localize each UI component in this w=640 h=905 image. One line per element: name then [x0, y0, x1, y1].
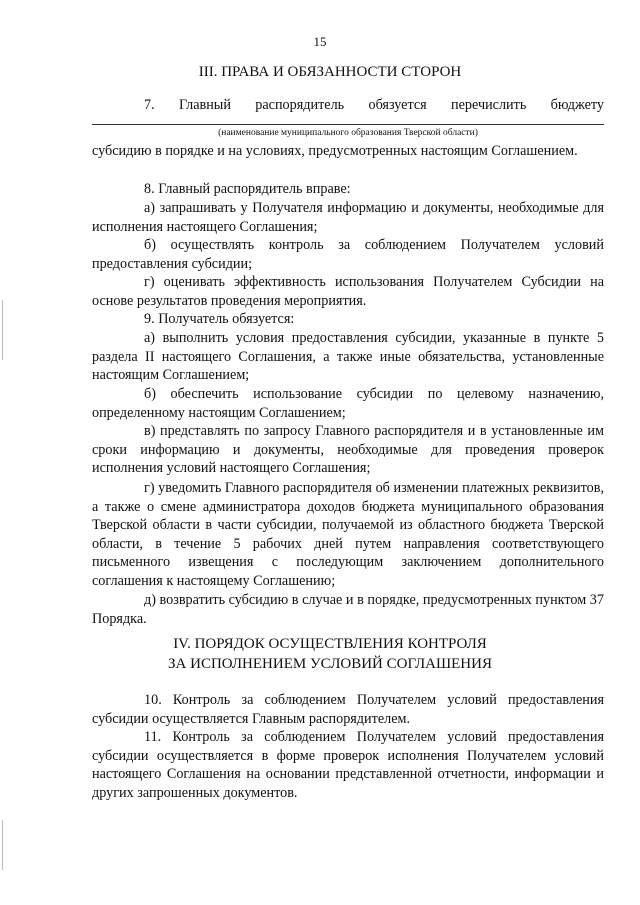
p7-word: Главный	[178, 97, 231, 113]
paragraph-9d: г) уведомить Главного распорядителя об изменении платежных реквизитов, а также о смене администратора доходов бюджета муниципального образования Тверской области в части субсидии, получаемой из областного бюджета Тверской области, в течение 5 рабочих дней путем направления соответствующего письменного извещения с последующим заключением дополнительного соглашения к настоящему Соглашению;	[92, 480, 604, 589]
paragraph-9a: а) выполнить условия предоставления субсидии, указанные в пункте 5 раздела II настоящего Соглашения, а также иные обязательства, установленные настоящим Соглашением;	[92, 330, 604, 384]
municipality-blank-line	[92, 124, 604, 125]
paragraph-8b: б) осуществлять контроль за соблюдением Получателем условий предоставления субсидии;	[92, 237, 604, 272]
paragraph-9: 9. Получатель обязуется:	[144, 311, 295, 327]
paragraph-10: 10. Контроль за соблюдением Получателем условий предоставления субсидии осуществляется Главным распорядителем.	[92, 692, 604, 727]
p7-word: обязуется	[368, 97, 427, 113]
scan-margin-mark	[2, 820, 3, 870]
paragraph-8c: г) оценивать эффективность использования Получателем Субсидии на основе результатов проведения мероприятия.	[92, 274, 604, 309]
paragraph-11: 11. Контроль за соблюдением Получателем условий предоставления субсидии осуществляется в форме проверок исполнения Получателем условий настоящего Соглашения на основании представленной отчетности, информации и других запрошенных документов.	[92, 729, 604, 801]
p7-word: распорядитель	[255, 97, 345, 113]
paragraph-7-continuation: субсидию в порядке и на условиях, предусмотренных настоящим Соглашением.	[92, 143, 578, 159]
p7-word: бюджету	[550, 97, 604, 113]
paragraph-9c: в) представлять по запросу Главного распорядителя и в установленные им сроки информацию и документы, необходимые для проведения проверок исполнения условий настоящего Соглашения;	[92, 423, 604, 477]
section-4-heading-line-2: ЗА ИСПОЛНЕНИЕМ УСЛОВИЙ СОГЛАШЕНИЯ	[168, 656, 492, 672]
p7-word: перечислить	[451, 97, 527, 113]
page-number: 15	[313, 34, 327, 49]
paragraph-9e: д) возвратить субсидию в случае и в порядке, предусмотренных пунктом 37 Порядка.	[92, 592, 604, 627]
paragraph-7-first-line	[92, 96, 604, 115]
paragraph-8: 8. Главный распорядитель вправе:	[144, 181, 351, 197]
p7-word: 7.	[144, 97, 155, 113]
section-3-heading: III. ПРАВА И ОБЯЗАННОСТИ СТОРОН	[198, 64, 462, 80]
paragraph-9b: б) обеспечить использование субсидии по целевому назначению, определенному настоящим Соглашением;	[92, 386, 604, 421]
municipality-caption: (наименование муниципального образования Тверской области)	[218, 128, 478, 138]
paragraph-8a: а) запрашивать у Получателя информацию и документы, необходимые для исполнения настоящего Соглашения;	[92, 200, 604, 235]
scan-margin-mark	[2, 300, 3, 360]
section-4-heading-line-1: IV. ПОРЯДОК ОСУЩЕСТВЛЕНИЯ КОНТРОЛЯ	[173, 636, 487, 652]
